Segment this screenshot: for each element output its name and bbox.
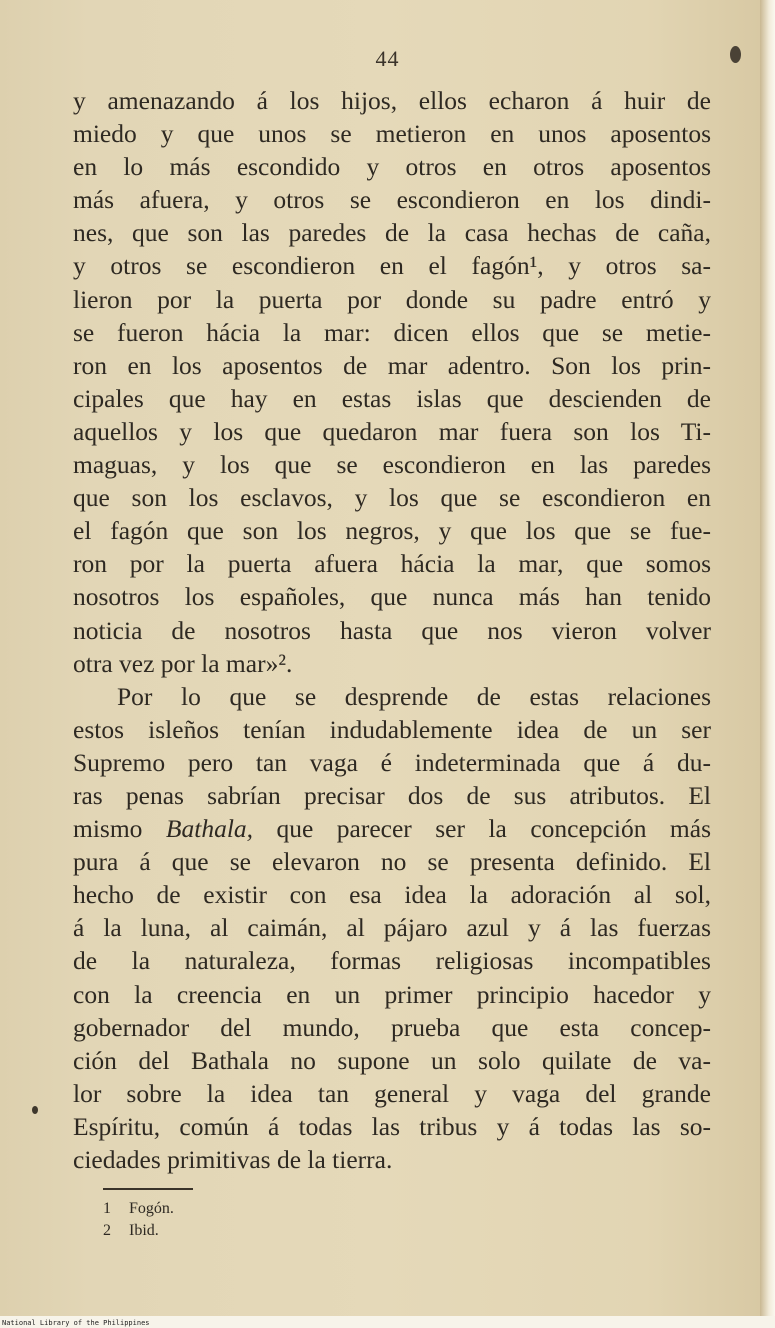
library-credit: National Library of the Philippines bbox=[2, 1319, 150, 1327]
text-segment: mismo bbox=[73, 814, 166, 844]
text-line: se fueron hácia la mar: dicen ellos que se metie- bbox=[73, 317, 711, 347]
text-line: y amenazando á los hijos, ellos echaron á huir de bbox=[73, 86, 711, 115]
text-line: pura á que se elevaron no se presenta definido. El bbox=[73, 847, 711, 877]
text-line: nes, que son las paredes de la casa hechas de caña, bbox=[73, 218, 711, 248]
body-text bbox=[73, 84, 711, 1176]
footnote-number: 2 bbox=[103, 1222, 111, 1239]
footnote bbox=[103, 1198, 174, 1220]
text-line: Supremo pero tan vaga é indeterminada que á du- bbox=[73, 747, 711, 777]
text-segment: que parecer ser la concepción más bbox=[253, 814, 711, 844]
text-line: noticia de nosotros hasta que nos vieron volver bbox=[73, 615, 711, 645]
text-line: ron en los aposentos de mar adentro. Son los prin- bbox=[73, 350, 711, 380]
text-line: y otros se escondieron en el fagón¹, y otros sa- bbox=[73, 251, 711, 281]
text-line: en lo más escondido y otros en otros aposentos bbox=[73, 152, 711, 182]
text-line: á la luna, al caimán, al pájaro azul y á las fuerzas bbox=[73, 913, 711, 943]
text-line: el fagón que son los negros, y que los que se fue- bbox=[73, 516, 711, 546]
text-line: lieron por la puerta por donde su padre entró y bbox=[73, 284, 711, 314]
text-line bbox=[73, 812, 711, 845]
footnote bbox=[103, 1220, 174, 1242]
text-line: aquellos y los que quedaron mar fuera son los Ti- bbox=[73, 416, 711, 446]
page-edge bbox=[760, 0, 775, 1316]
text-line: nosotros los españoles, que nunca más han tenido bbox=[73, 582, 711, 612]
text-line: maguas, y los que se escondieron en las paredes bbox=[73, 450, 711, 480]
text-line: ción del Bathala no supone un solo quilate de va- bbox=[73, 1045, 711, 1075]
footnotes bbox=[103, 1198, 174, 1242]
text-line: cipales que hay en estas islas que descienden de bbox=[73, 383, 711, 413]
text-line: gobernador del mundo, prueba que esta concep- bbox=[73, 1012, 711, 1042]
footnote-text: Ibid. bbox=[129, 1222, 159, 1239]
text-line: Espíritu, común á todas las tribus y á todas las so- bbox=[73, 1111, 711, 1141]
text-line: ras penas sabrían precisar dos de sus atributos. El bbox=[73, 780, 711, 810]
page-number: 44 bbox=[375, 46, 400, 71]
text-line: con la creencia en un primer principio hacedor y bbox=[73, 979, 711, 1009]
text-line: más afuera, y otros se escondieron en los dindi- bbox=[73, 185, 711, 215]
text-line: Por lo que se desprende de estas relaciones bbox=[117, 681, 711, 711]
ink-spot bbox=[32, 1106, 38, 1114]
text-line: lor sobre la idea tan general y vaga del grande bbox=[73, 1078, 711, 1108]
footnote-text: Fogón. bbox=[129, 1200, 174, 1217]
text-line: estos isleños tenían indudablemente idea de un ser bbox=[73, 714, 711, 744]
text-line: que son los esclavos, y los que se escondieron en bbox=[73, 483, 711, 513]
text-line: de la naturaleza, formas religiosas incompatibles bbox=[73, 946, 711, 976]
text-line: ciedades primitivas de la tierra. bbox=[73, 1145, 393, 1174]
text-line: otra vez por la mar»². bbox=[73, 648, 293, 678]
text-line: ron por la puerta afuera hácia la mar, que somos bbox=[73, 549, 711, 579]
italic-term: Bathala, bbox=[165, 814, 254, 844]
footnote-number: 1 bbox=[103, 1200, 111, 1217]
text-line: hecho de existir con esa idea la adoración al sol, bbox=[73, 880, 711, 910]
footnote-divider bbox=[103, 1188, 193, 1190]
text-line: miedo y que unos se metieron en unos aposentos bbox=[73, 119, 711, 149]
